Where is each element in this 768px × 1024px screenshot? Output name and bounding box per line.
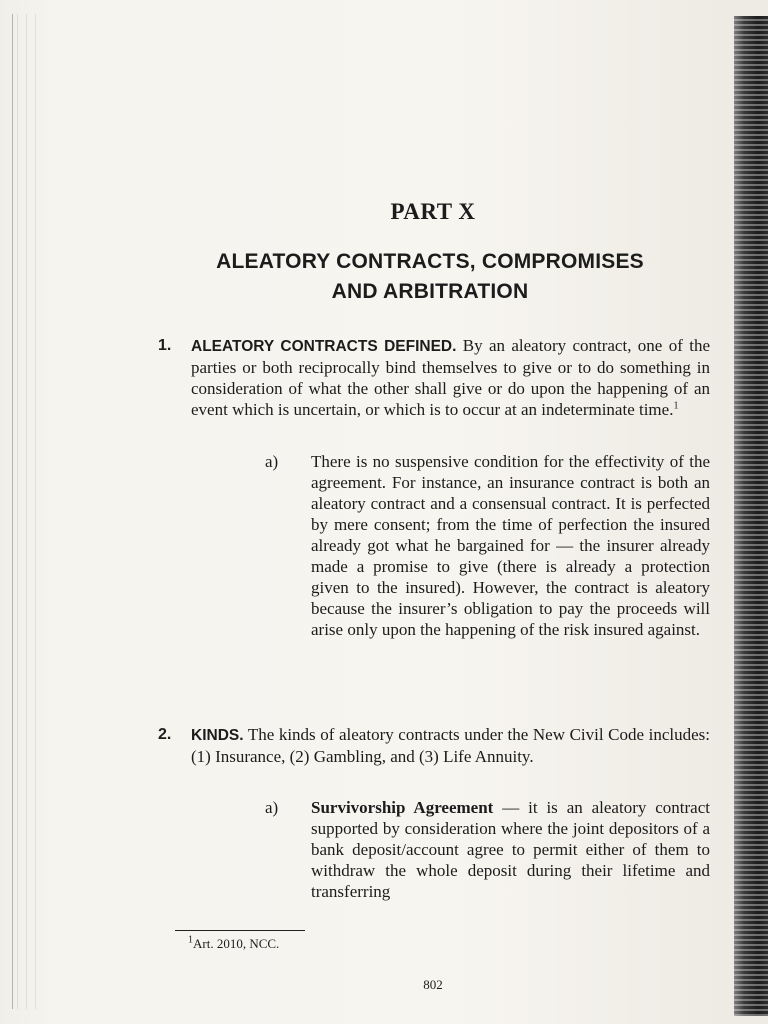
- footnote-divider: [175, 930, 305, 931]
- section-2-paragraph: [158, 724, 710, 767]
- section-2-sub-text: — it is an aleatory contract supported by consideration where the joint depositors of a bank deposit/account agree to permit either of them to withdraw the whole deposit during their lifetime and transferring: [311, 798, 710, 901]
- section-1-text: By an aleatory contract, one of the parties or both reciprocally bind themselves to give or to do something in consideration of what the other shall give or do upon the happening of an event which is uncertain, or which is to occur at an indeterminate time.: [191, 336, 710, 419]
- left-binding-edge: [12, 14, 37, 1009]
- section-2-number: 2.: [158, 726, 172, 743]
- section-1-paragraph: [158, 335, 710, 420]
- section-1-sub-letter: a): [265, 452, 279, 471]
- section-2-sub-letter: a): [265, 798, 279, 817]
- right-page-edge-shadow: [734, 16, 768, 1016]
- chapter-heading-line-1: ALEATORY CONTRACTS, COMPROMISES: [216, 250, 644, 273]
- chapter-heading: [150, 247, 710, 307]
- section-1-subparagraph-a: [265, 451, 710, 640]
- section-1-footnote-ref: 1: [673, 400, 679, 412]
- chapter-heading-line-2: AND ARBITRATION: [331, 280, 529, 303]
- section-2-text: The kinds of aleatory contracts under the New Civil Code includes: (1) Insurance, (2) Gambling, and (3) Life Annuity.: [191, 725, 710, 766]
- section-2-sub-term: Survivorship Agreement: [311, 798, 494, 817]
- section-2-heading: KINDS.: [191, 727, 244, 744]
- section-1-sub-text: There is no suspensive condition for the effectivity of the agreement. For instance, an insurance contract is both an aleatory contract and a consensual contract. It is perfected by mere consent; from the time of perfection the insured already got what he bargained for — the insurer already made a promise to give (there is already a protection given to the insured). However, the contract is aleatory because the insurer’s obligation to pay the proceeds will arise only upon the happening of the risk insured against.: [311, 452, 710, 639]
- page-number: 802: [423, 977, 443, 992]
- section-1-number: 1.: [158, 337, 172, 354]
- footnote-marker: 1: [188, 934, 193, 946]
- footnote: [188, 936, 279, 952]
- section-2-subparagraph-a: [265, 797, 710, 902]
- section-1-heading: ALEATORY CONTRACTS DEFINED.: [191, 338, 457, 355]
- part-title: PART X: [390, 199, 476, 224]
- footnote-text: Art. 2010, NCC.: [193, 936, 280, 951]
